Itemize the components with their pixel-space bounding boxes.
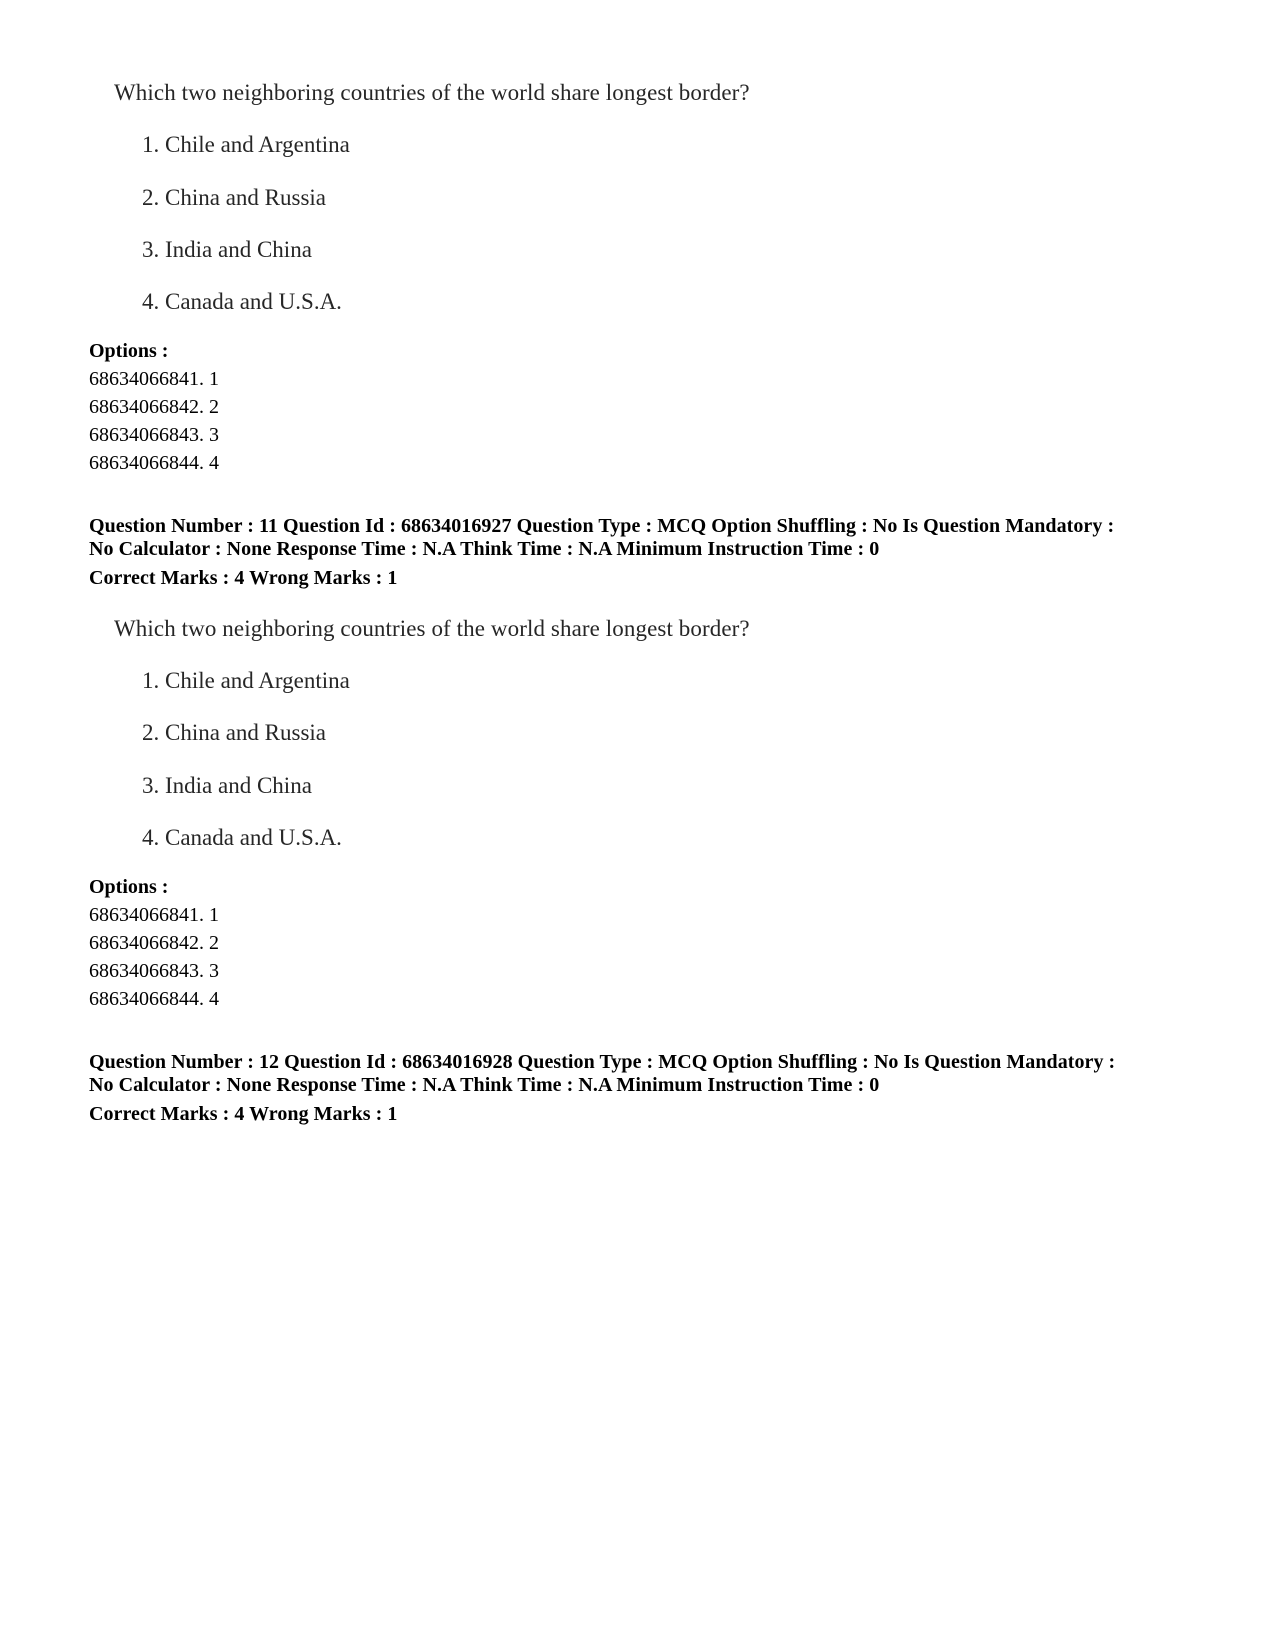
option-id-line: 68634066844. 4 — [89, 452, 219, 474]
options-label: Options : — [89, 340, 169, 362]
answer-choice: 1. Chile and Argentina — [142, 668, 350, 693]
marks-line: Correct Marks : 4 Wrong Marks : 1 — [89, 1103, 398, 1125]
answer-choice: 2. China and Russia — [142, 720, 326, 745]
option-id-line: 68634066844. 4 — [89, 988, 219, 1010]
option-id-line: 68634066842. 2 — [89, 932, 219, 954]
answer-choice: 4. Canada and U.S.A. — [142, 289, 342, 314]
option-id-line: 68634066841. 1 — [89, 368, 219, 390]
question-meta-line: No Calculator : None Response Time : N.A Think Time : N.A Minimum Instruction Time : 0 — [89, 538, 880, 560]
question-text: Which two neighboring countries of the world share longest border? — [114, 80, 750, 105]
option-id-line: 68634066843. 3 — [89, 424, 219, 446]
answer-choice: 3. India and China — [142, 237, 312, 262]
option-id-line: 68634066842. 2 — [89, 396, 219, 418]
question-meta-line: Question Number : 12 Question Id : 68634016928 Question Type : MCQ Option Shuffling : No Is Question Mandatory : — [89, 1051, 1116, 1073]
question-text: Which two neighboring countries of the world share longest border? — [114, 616, 750, 641]
answer-choice: 4. Canada and U.S.A. — [142, 825, 342, 850]
question-meta-line: Question Number : 11 Question Id : 68634016927 Question Type : MCQ Option Shuffling : No Is Question Mandatory : — [89, 515, 1115, 537]
question-meta-line: No Calculator : None Response Time : N.A Think Time : N.A Minimum Instruction Time : 0 — [89, 1074, 880, 1096]
option-id-line: 68634066843. 3 — [89, 960, 219, 982]
option-id-line: 68634066841. 1 — [89, 904, 219, 926]
marks-line: Correct Marks : 4 Wrong Marks : 1 — [89, 567, 398, 589]
answer-choice: 3. India and China — [142, 773, 312, 798]
options-label: Options : — [89, 876, 169, 898]
answer-choice: 2. China and Russia — [142, 185, 326, 210]
answer-choice: 1. Chile and Argentina — [142, 132, 350, 157]
